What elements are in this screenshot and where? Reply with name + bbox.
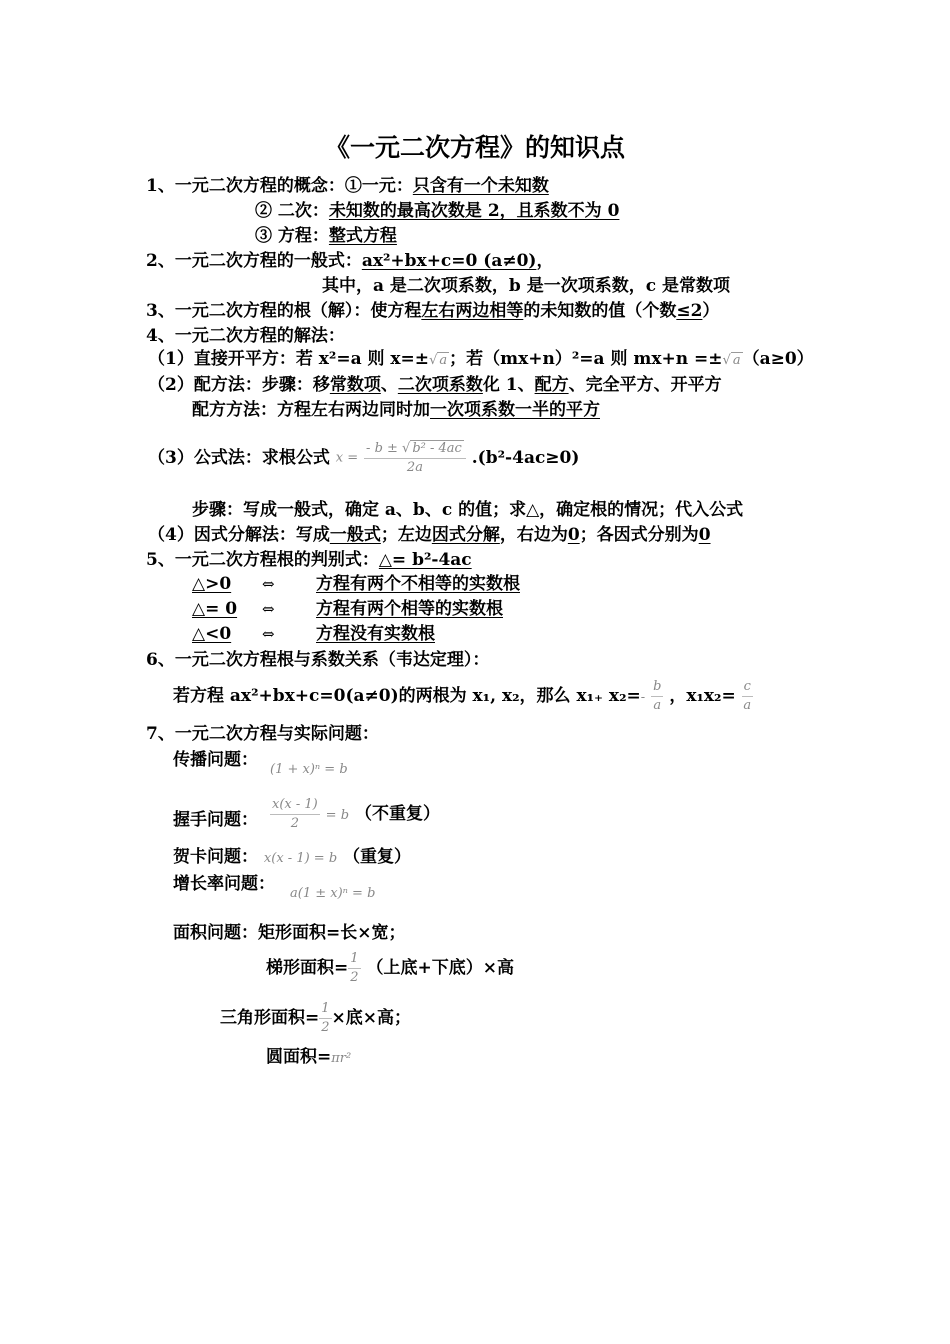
concept-erci: 未知数的最高次数是 2，且系数不为 0: [328, 201, 620, 221]
concept-line-3: ③ 方程：整式方程: [255, 226, 397, 246]
applications-heading: 7、一元二次方程与实际问题：: [146, 724, 379, 744]
triangle-area: 三角形面积= $\frac{1}{2}$ ×底×高；: [220, 1001, 412, 1035]
concept-yiyuan: 只含有一个未知数: [412, 176, 549, 196]
quadratic-formula: $\frac{\text{- b ± √ b² - 4ac}}{2a}$: [364, 440, 466, 477]
greeting-card-formula: x(x - 1) = b: [263, 851, 338, 866]
product-of-roots-fraction: $\frac{c}{a}$: [743, 679, 752, 713]
completing-square-method: 配方方法：方程左右两边同时加一次项系数一半的平方: [192, 400, 600, 420]
page-title: 《一元二次方程》的知识点: [324, 133, 625, 162]
methods-heading: 4、一元二次方程的解法：: [146, 326, 345, 346]
growth-rate-problem: 增长率问题：: [173, 874, 275, 894]
circle-area: 圆面积=πr²: [266, 1047, 352, 1067]
sqrt-a-formula: √ a: [722, 353, 741, 368]
method-factoring: （4）因式分解法：写成一般式；左边因式分解，右边为0；各因式分别为0: [148, 525, 711, 545]
concept-line-1: 1、一元二次方程的概念：①一元：只含有一个未知数: [146, 176, 549, 196]
general-form-note: 其中，a 是二次项系数，b 是一次项系数，c 是常数项: [322, 276, 731, 296]
method-formula: （3）公式法：求根公式 x = $\frac{\text{- b ± √ b² - 4ac}}{2a}$ .(b²-4ac≥0): [148, 441, 580, 475]
formula-lhs: x =: [335, 450, 359, 466]
spread-problem: 传播问题：: [173, 750, 258, 770]
discriminant-row: △= 0 ⇔ 方程有两个相等的实数根: [192, 599, 503, 619]
vieta-formula: 若方程 ax²+bx+c=0(a≠0)的两根为 x₁, x₂，那么 x₁₊ x₂=- $\frac{b}{a}$ ，x₁x₂= $\frac{c}{a}$: [173, 679, 752, 713]
trapezoid-area: 梯形面积= $\frac{1}{2}$ （上底+下底）×高: [266, 951, 514, 985]
discriminant-heading: 5、一元二次方程根的判别式：△= b²-4ac: [146, 550, 472, 570]
sum-of-roots-fraction: $\frac{b}{a}$: [653, 679, 662, 713]
handshake-problem: 握手问题：: [173, 810, 258, 830]
sqrt-a-formula: √ a: [429, 353, 448, 368]
concept-fangcheng: 整式方程: [328, 226, 397, 246]
concept-line-2: ② 二次：未知数的最高次数是 2，且系数不为 0: [255, 201, 620, 221]
method-completing-square: （2）配方法：步骤：移常数项、二次项系数化 1、配方、完全平方、开平方: [148, 375, 722, 395]
growth-rate-formula: a(1 ± x)ⁿ = b: [290, 886, 376, 901]
spread-formula: (1 + x)ⁿ = b: [270, 762, 348, 777]
discriminant-formula: △= b²-4ac: [378, 550, 472, 570]
root-definition: 3、一元二次方程的根（解）：使方程左右两边相等的未知数的值（个数≤2）: [146, 301, 720, 321]
handshake-formula: $\frac{x(x - 1)}{2}$ = b （不重复）: [272, 797, 440, 831]
general-form-line: 2、一元二次方程的一般式：ax²+bx+c=0 (a≠0)，: [146, 251, 554, 271]
formula-steps: 步骤：写成一般式，确定 a、b、c 的值；求△，确定根的情况；代入公式: [192, 500, 744, 520]
method-direct-sqrt: （1）直接开平方：若 x²=a 则 x=±√ a ；若（mx+n）²=a 则 mx+n =±√ a （a≥0）: [148, 349, 814, 369]
greeting-card-problem: 贺卡问题： x(x - 1) = b （重复）: [173, 847, 412, 867]
discriminant-row: △<0 ⇔ 方程没有实数根: [192, 624, 435, 644]
discriminant-row: △>0 ⇔ 方程有两个不相等的实数根: [192, 574, 520, 594]
general-form: ax²+bx+c=0 (a≠0): [361, 251, 537, 271]
vieta-heading: 6、一元二次方程根与系数关系（韦达定理）：: [146, 650, 490, 670]
area-problem: 面积问题：矩形面积=长×宽；: [173, 923, 406, 943]
